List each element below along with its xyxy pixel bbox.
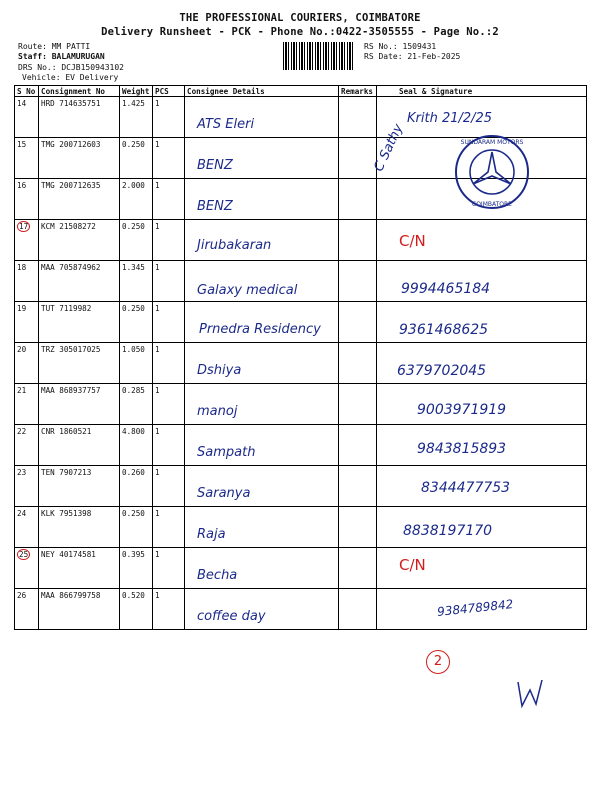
signature-handwriting: C/N [399,232,426,250]
consignee-cell [185,302,339,343]
col-consignee: Consignee Details [185,86,339,97]
weight-cell: 1.345 [120,261,153,302]
signature-cell [377,261,587,302]
signature-cell [377,220,587,261]
sno-cell [15,220,39,261]
sno-cell: 20 [15,343,39,384]
remarks-cell [339,97,377,138]
consignee-handwriting: manoj [197,404,238,419]
consignment-cell: NEY 40174581 [39,548,120,589]
col-remarks: Remarks [339,86,377,97]
table-header-row [15,86,587,97]
consignee-cell [185,97,339,138]
table-row [15,589,587,630]
signature-handwriting: C/N [399,556,426,574]
consignee-handwriting: Sampath [197,445,256,460]
consignment-cell: KLK 7951398 [39,507,120,548]
signature-handwriting: 9994465184 [401,281,491,297]
table-row [15,466,587,507]
signature-cell [377,302,587,343]
consignment-cell: TRZ 305017025 [39,343,120,384]
pcs-cell: 1 [153,97,185,138]
sno-cell: 16 [15,179,39,220]
barcode [283,42,353,70]
consignee-handwriting: Dshiya [197,363,242,378]
consignee-handwriting: Jirubakaran [197,238,272,253]
sno-cell: 22 [15,425,39,466]
sno-cell: 23 [15,466,39,507]
table-row [15,507,587,548]
remarks-cell [339,466,377,507]
col-signature: Seal & Signature [377,86,587,97]
consignee-cell [185,425,339,466]
consignment-cell: TMG 200712603 [39,138,120,179]
route-text: Route: MM PATTI [18,42,91,51]
consignee-cell [185,384,339,425]
company-title: THE PROFESSIONAL COURIERS, COIMBATORE [179,12,421,24]
rs-date: RS Date: 21-Feb-2025 [364,52,461,61]
rs-number: RS No.: 1509431 [364,42,437,51]
pcs-cell: 1 [153,138,185,179]
table-row [15,220,587,261]
consignee-cell [185,548,339,589]
table-row [15,302,587,343]
circled-sno: 17 [19,222,29,231]
signature-cell [377,466,587,507]
sno-cell: 15 [15,138,39,179]
signature-handwriting: 9361468625 [399,322,489,338]
remarks-cell [339,425,377,466]
consignment-cell: HRD 714635751 [39,97,120,138]
pcs-cell: 1 [153,466,185,507]
consignee-cell [185,589,339,630]
consignee-handwriting: Raja [197,527,226,542]
signature-cell [377,507,587,548]
signature-cell [377,138,587,208]
pcs-cell: 1 [153,589,185,630]
consignee-cell [185,220,339,261]
pcs-cell: 1 [153,507,185,548]
consignee-cell [185,507,339,548]
weight-cell: 1.425 [120,97,153,138]
table-row [15,179,587,220]
weight-cell: 1.050 [120,343,153,384]
remarks-cell [339,507,377,548]
col-consignment: Consignment No [39,86,120,97]
remarks-cell [339,220,377,261]
consignee-handwriting: BENZ [197,199,233,214]
signature-handwriting: 6379702045 [397,363,487,379]
remarks-cell [339,302,377,343]
weight-cell: 0.260 [120,466,153,507]
consignment-cell: MAA 868937757 [39,384,120,425]
weight-cell: 0.250 [120,302,153,343]
sno-cell: 14 [15,97,39,138]
sno-cell: 21 [15,384,39,425]
signature-handwriting: 9003971919 [417,402,507,418]
consignment-cell: KCM 21508272 [39,220,120,261]
consignee-cell [185,138,339,179]
sno-cell: 19 [15,302,39,343]
drs-number: DRS No.: DCJB150943102 [18,63,124,72]
staff-text: Staff: BALAMURUGAN [18,52,105,61]
remarks-cell [339,138,377,179]
stamp-bottom-text: COIMBATORE [472,201,512,208]
col-weight: Weight [120,86,153,97]
signature-handwriting: 8344477753 [421,480,511,496]
sno-cell: 24 [15,507,39,548]
table-row [15,384,587,425]
pcs-cell: 1 [153,343,185,384]
pcs-cell: 1 [153,548,185,589]
signature-cell [377,425,587,466]
pcs-cell: 1 [153,220,185,261]
weight-cell: 0.520 [120,589,153,630]
consignment-cell: TMG 200712635 [39,179,120,220]
table-row [15,138,587,179]
pcs-cell: 1 [153,302,185,343]
remarks-cell [339,548,377,589]
table-row [15,343,587,384]
remarks-cell [339,179,377,220]
circled-page-mark: 2 [426,650,450,674]
consignment-cell: TEN 7907213 [39,466,120,507]
weight-cell: 0.285 [120,384,153,425]
remarks-cell [339,343,377,384]
sno-cell: 26 [15,589,39,630]
consignee-handwriting: BENZ [197,158,233,173]
consignee-handwriting: Becha [197,568,238,583]
consignee-handwriting: Galaxy medical [197,283,298,298]
col-pcs: PCS [153,86,185,97]
weight-cell: 4.800 [120,425,153,466]
pcs-cell: 1 [153,425,185,466]
pcs-cell: 1 [153,384,185,425]
pcs-cell: 1 [153,261,185,302]
signature-cell [377,589,587,630]
runsheet-subtitle: Delivery Runsheet - PCK - Phone No.:0422-3505555 - Page No.:2 [101,26,499,38]
weight-cell: 0.250 [120,507,153,548]
consignee-cell [185,261,339,302]
consignment-cell: CNR 1860521 [39,425,120,466]
consignee-handwriting: Saranya [197,486,251,501]
signature-handwriting: 9384789842 [436,597,514,619]
weight-cell: 0.395 [120,548,153,589]
consignment-cell: MAA 866799758 [39,589,120,630]
consignee-cell [185,343,339,384]
weight-cell: 0.250 [120,138,153,179]
col-sno: S No [15,86,39,97]
consignment-cell: MAA 705874962 [39,261,120,302]
remarks-cell [339,384,377,425]
remarks-cell [339,261,377,302]
table-row [15,261,587,302]
consignee-handwriting: ATS Eleri [197,117,255,132]
signature-cell [377,384,587,425]
signature-cell [377,343,587,384]
sno-cell: 18 [15,261,39,302]
runsheet-table [14,85,587,630]
consignee-handwriting: Prnedra Residency [199,322,321,337]
vehicle-text: Vehicle: EV Delivery [22,73,119,82]
pcs-cell: 1 [153,179,185,220]
weight-cell: 0.250 [120,220,153,261]
table-row [15,548,587,589]
consignee-handwriting: coffee day [197,609,266,624]
check-scribble-icon [512,676,548,712]
circled-sno: 25 [19,550,29,559]
signature-cell [377,548,587,589]
sno-cell [15,548,39,589]
signature-handwriting: 8838197170 [403,523,493,539]
signature-handwriting: C Sathy [371,121,407,174]
table-row [15,425,587,466]
remarks-cell [339,589,377,630]
weight-cell: 2.000 [120,179,153,220]
stamp-top-text: SUNDARAM MOTORS [460,139,524,146]
signature-handwriting: 9843815893 [417,441,507,457]
consignee-cell [185,179,339,220]
consignment-cell: TUT 7119982 [39,302,120,343]
consignee-cell [185,466,339,507]
signature-handwriting: Krith 21/2/25 [407,111,493,126]
